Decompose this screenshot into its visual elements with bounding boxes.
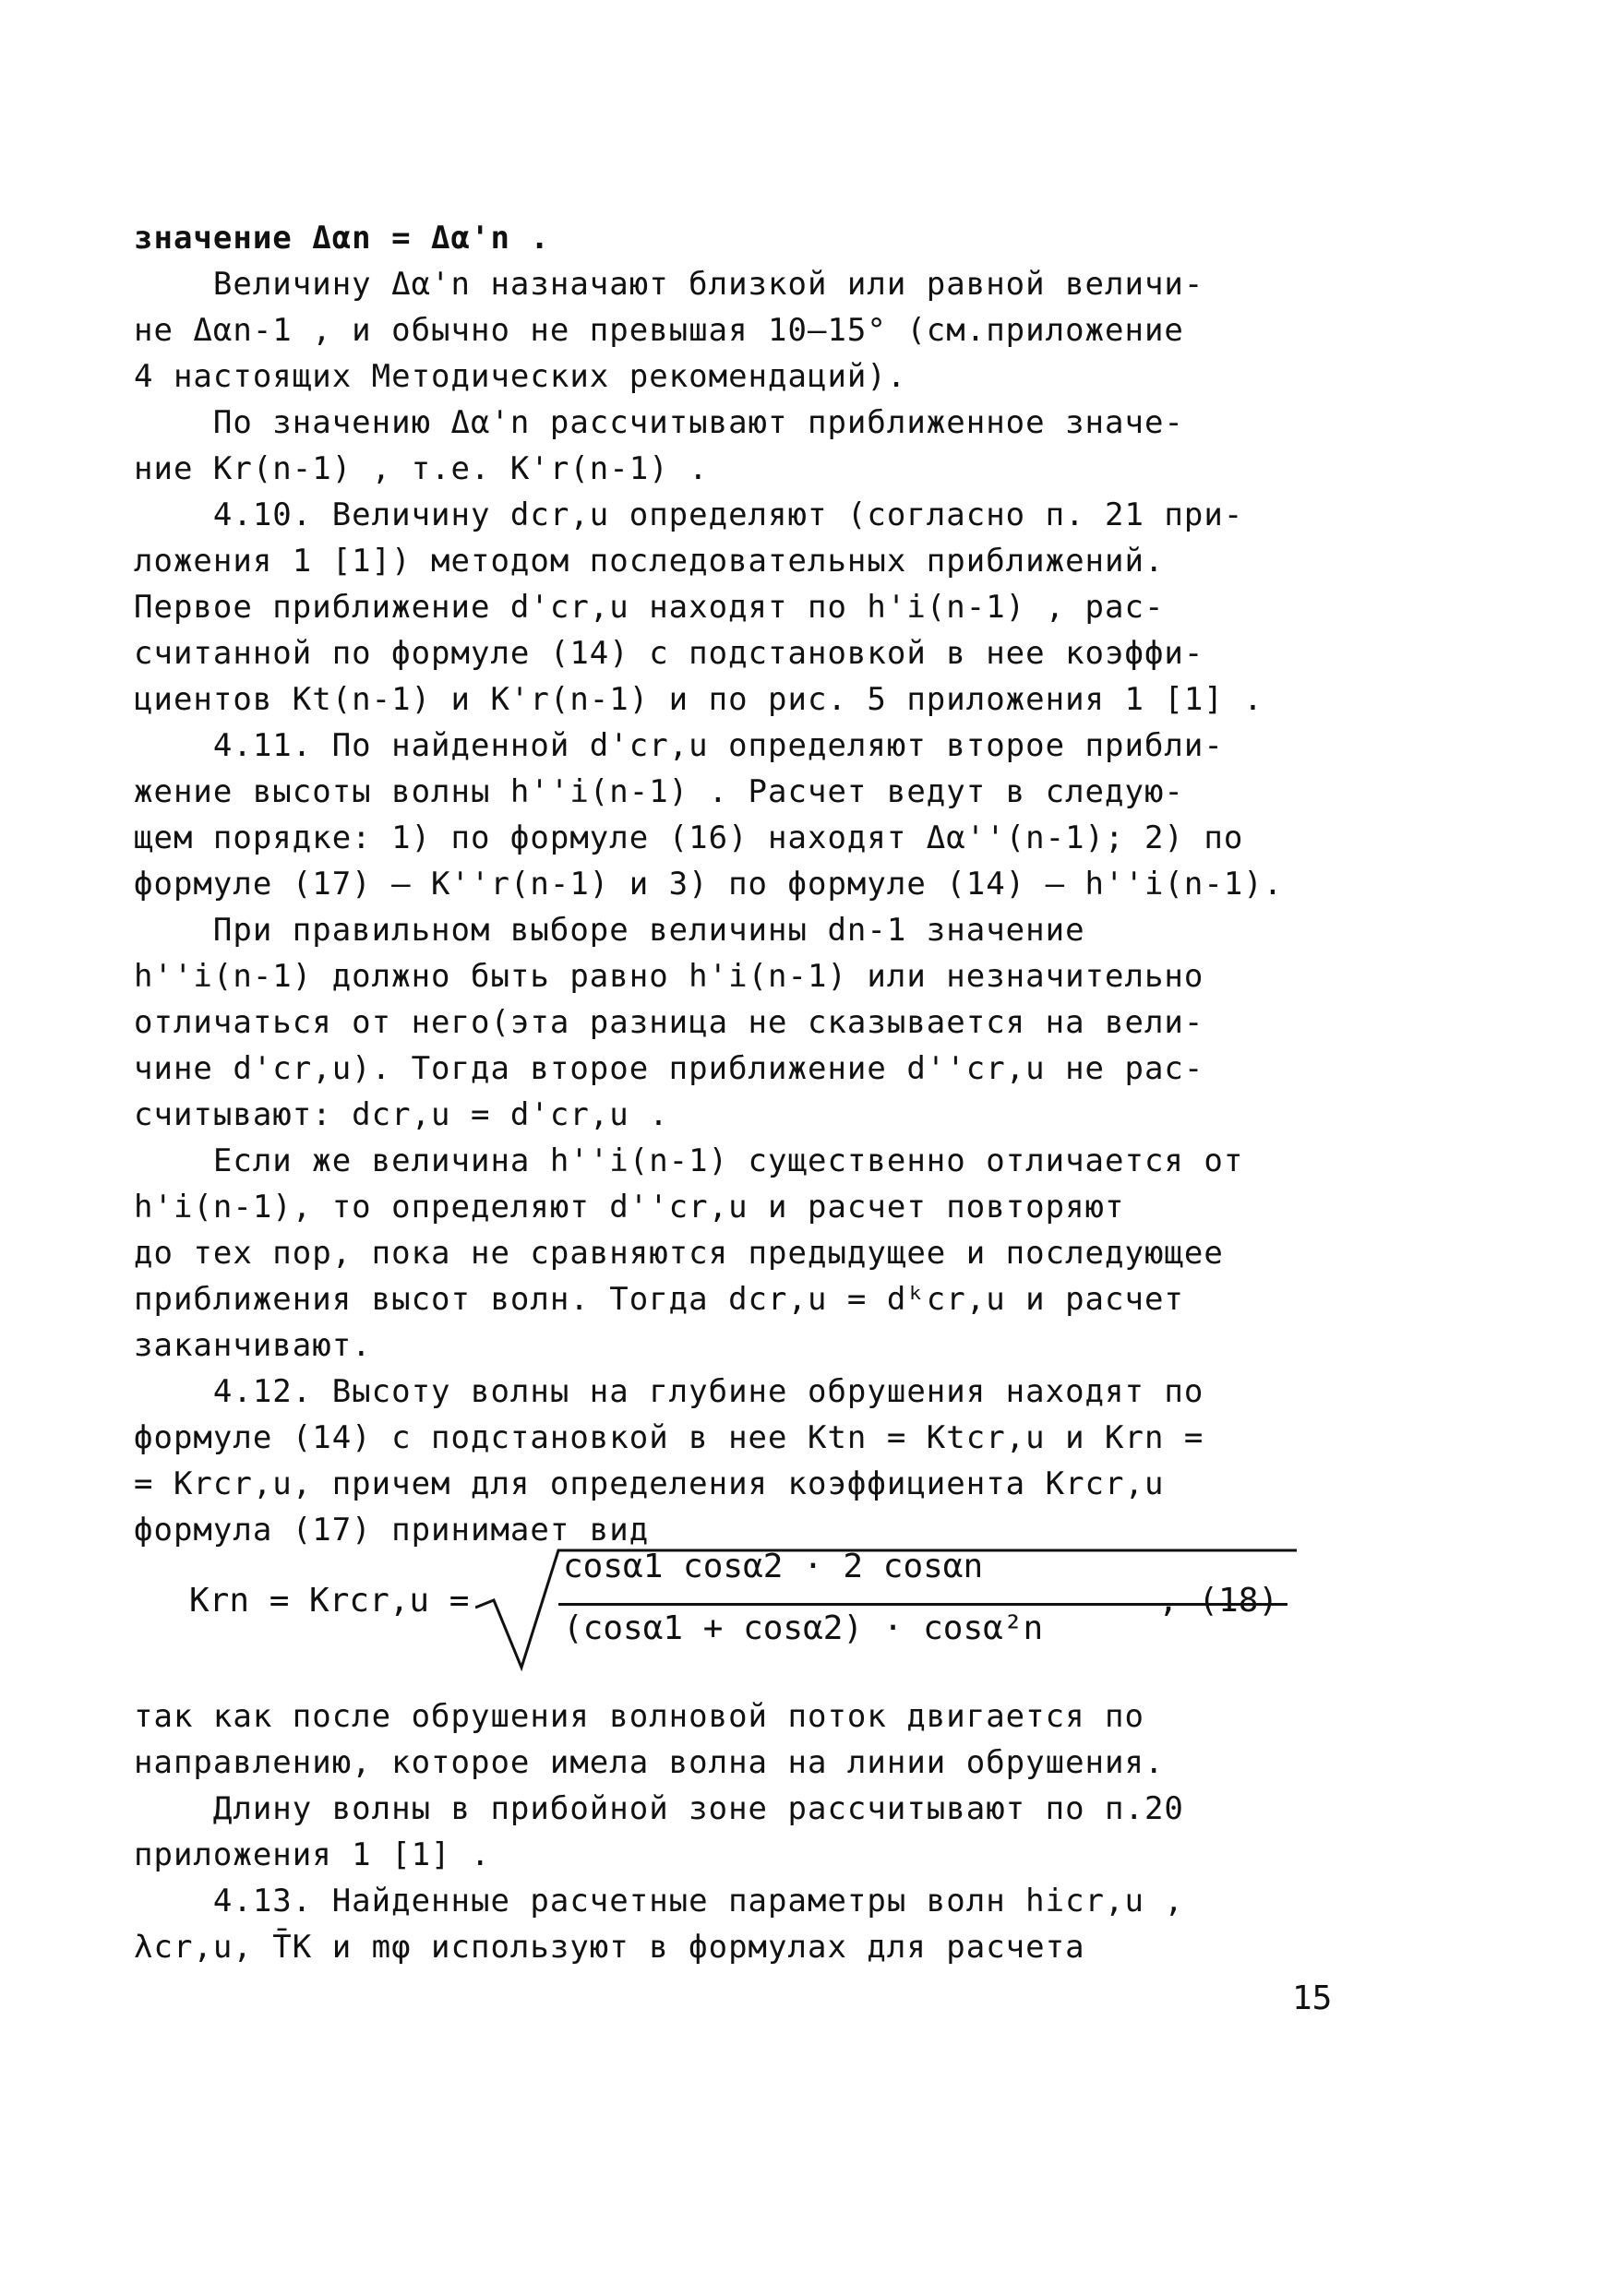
text-line: 4.13. Найденные расчетные параметры волн hicr,u , (134, 1883, 1184, 1919)
equation-number: , (18) (1158, 1582, 1279, 1620)
equation-numerator: cosα1 cosα2 · 2 cosαn (563, 1548, 984, 1585)
equation-18 (189, 1543, 1343, 1672)
text-line: считанной по формуле (14) с подстановкой в нее коэффи- (134, 635, 1204, 672)
text-line: заканчивают. (134, 1327, 372, 1364)
text-line: до тех пор, пока не сравняются предыдущее и последующее (134, 1235, 1224, 1272)
text-line: ложения 1 [1]) методом последовательных приближений. (134, 543, 1165, 580)
text-line: h''i(n-1) должно быть равно h'i(n-1) или незначительно (134, 958, 1204, 995)
text-line: Если же величина h''i(n-1) существенно отличается от (134, 1142, 1244, 1179)
text-line: h'i(n-1), то определяют d''cr,u и расчет повторяют (134, 1189, 1125, 1226)
text-line: ние Kr(n-1) , т.е. K'r(n-1) . (134, 450, 709, 487)
equation-lhs: Krn = Krcr,u = (189, 1582, 470, 1620)
text-line: формуле (17) – K''r(n-1) и 3) по формуле (14) – h''i(n-1). (134, 866, 1284, 903)
text-line: формула (17) принимает вид (134, 1512, 650, 1549)
text-line: считывают: dcr,u = d'cr,u . (134, 1096, 669, 1133)
text-line: Первое приближение d'cr,u находят по h'i(n-1) , рас- (134, 589, 1165, 626)
text-line: так как после обрушения волновой поток двигается по (134, 1698, 1144, 1735)
text-line: щем порядке: 1) по формуле (16) находят Δα''(n-1); 2) по (134, 819, 1244, 856)
equation-denominator: (cosα1 + cosα2) · cosα²n (563, 1609, 1044, 1647)
text-line: приближения высот волн. Тогда dcr,u = dᵏcr,u и расчет (134, 1281, 1184, 1318)
text-line: не Δαn-1 , и обычно не превышая 10–15° (см.приложение (134, 312, 1184, 349)
text-line: Величину Δα'n назначают близкой или равной величи- (134, 266, 1204, 303)
text-line: формуле (14) с подстановкой в нее Ktn = Ktcr,u и Krn = (134, 1419, 1204, 1456)
text-line: При правильном выборе величины dn-1 значение (134, 912, 1085, 949)
text-line: = Krcr,u, причем для определения коэффициента Krcr,u (134, 1465, 1165, 1502)
text-line: приложения 1 [1] . (134, 1836, 491, 1873)
text-line: жение высоты волны h''i(n-1) . Расчет ведут в следую- (134, 773, 1184, 810)
text-line: 4.12. Высоту волны на глубине обрушения находят по (134, 1373, 1204, 1410)
text-line: 4.11. По найденной d'cr,u определяют второе прибли- (134, 727, 1224, 764)
text-line: По значению Δα'n рассчитывают приближенное значе- (134, 404, 1184, 441)
text-line: λcr,u, T̄K и mφ используют в формулах для расчета (134, 1929, 1085, 1966)
text-line: Длину волны в прибойной зоне рассчитывают по п.20 (134, 1790, 1184, 1827)
text-line: циентов Kt(n-1) и K'r(n-1) и по рис. 5 приложения 1 [1] . (134, 681, 1264, 718)
text-line: отличаться от него(эта разница не сказывается на вели- (134, 1004, 1204, 1041)
text-line: чине d'cr,u). Тогда второе приближение d''cr,u не рас- (134, 1050, 1204, 1087)
text-line: 4 настоящих Методических рекомендаций). (134, 358, 907, 395)
page-number: 15 (1292, 1979, 1333, 2017)
text-line: направлению, которое имела волна на линии обрушения. (134, 1744, 1165, 1781)
text-line: значение Δαn = Δα'n . (134, 220, 550, 257)
text-line: 4.10. Величину dcr,u определяют (согласно п. 21 при- (134, 496, 1244, 533)
